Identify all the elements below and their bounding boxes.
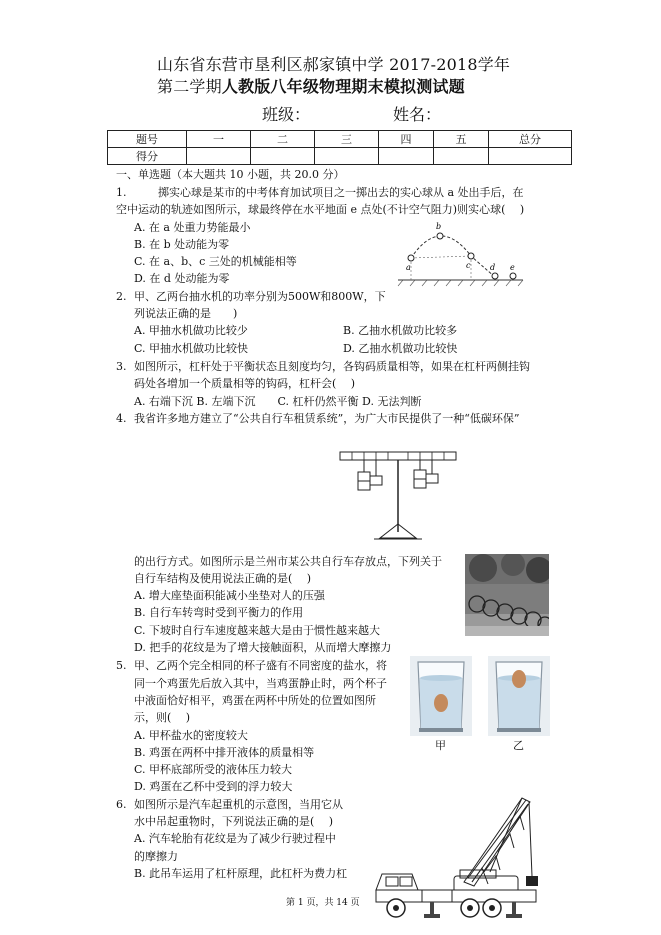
q6-number: 6. (116, 798, 127, 811)
q3-stem-1: 如图所示，杠杆处于平衡状态且刻度均匀，各钩码质量相等，如果在杠杆两侧挂钩 (134, 360, 530, 373)
ball-d-icon (492, 273, 498, 279)
score-table-row (108, 148, 572, 165)
q1-option-c: C. 在 a、b、c 三处的机械能相等 (134, 255, 297, 268)
weight-icon (358, 472, 370, 481)
name-label: 姓名： (393, 105, 442, 124)
score-table-header-row (108, 131, 572, 148)
weight-icon (414, 470, 426, 479)
q1-option-a: A. 在 a 处重力势能最小 (134, 221, 251, 234)
lever-figure (336, 446, 460, 544)
q4-stem-3: 自行车结构及使用说法正确的是( ) (134, 572, 312, 585)
q5-stem-2: 同一个鸡蛋先后放入其中，当鸡蛋静止时，两个杯子 (134, 677, 387, 690)
q4-stem-2: 的出行方式。如图所示是兰州市某公共自行车存放点，下列关于 (134, 555, 442, 568)
weight-icon (426, 474, 438, 483)
q1-number: 1. (116, 186, 127, 199)
weight-icon (414, 479, 426, 488)
q5-option-c: C. 甲杯底部所受的液体压力较大 (134, 763, 293, 776)
score-header-cell: 题号 (108, 131, 187, 148)
score-cell (187, 148, 251, 165)
cup-label-yi: 乙 (513, 739, 524, 752)
cup-label-jia: 甲 (435, 739, 446, 752)
score-row-label: 得分 (108, 148, 187, 165)
section-header: 一、单选题（本大题共 10 小题，共 20.0 分） (116, 168, 345, 181)
score-cell (489, 148, 572, 165)
q5-stem-1: 甲、乙两个完全相同的杯子盛有不同密度的盐水，将 (134, 659, 387, 672)
q2-stem-1: 甲、乙两台抽水机的功率分别为500W和800W，下 (134, 290, 386, 303)
bicycle-photo (465, 554, 549, 636)
score-header-cell: 一 (187, 131, 251, 148)
label-a: a (406, 263, 411, 272)
q5-option-b: B. 鸡蛋在两杯中排开液体的质量相等 (134, 746, 315, 759)
crane-figure (372, 790, 552, 924)
class-label: 班级： (262, 105, 311, 124)
q3-stem-2: 码处各增加一个质量相等的钩码，杠杆会( ) (134, 377, 356, 390)
title-term: 第二学期 (157, 77, 222, 96)
q2-number: 2. (116, 290, 127, 303)
q3-options: A. 右端下沉 B. 左端下沉 C. 杠杆仍然平衡 D. 无法判断 (134, 395, 422, 408)
q6-option-a-2: 的摩擦力 (134, 850, 178, 863)
cup-yi-figure (488, 656, 550, 736)
label-d: d (490, 263, 496, 272)
score-header-cell: 五 (434, 131, 489, 148)
q1-stem-2: 空中运动的轨迹如图所示，球最终停在水平地面 e 点处(不计空气阻力)则实心球( ) (116, 203, 525, 216)
ball-b-icon (437, 233, 443, 239)
label-c: c (466, 261, 471, 270)
q4-option-d: D. 把手的花纹是为了增大接触面积，从而增大摩擦力 (134, 641, 392, 654)
q2-option-d: D. 乙抽水机做功比较快 (343, 342, 458, 355)
q2-stem-2: 列说法正确的是 ) (134, 307, 238, 320)
q1-stem-1: 掷实心球是某市的中考体育加试项目之一掷出去的实心球从 a 处出手后，在 (158, 186, 524, 199)
ball-e-icon (510, 273, 516, 279)
ball-a-icon (408, 255, 414, 261)
q5-number: 5. (116, 659, 127, 672)
weight-icon (358, 481, 370, 490)
q1-option-d: D. 在 d 处动能为零 (134, 272, 230, 285)
q5-stem-4: 示，则( ) (134, 711, 191, 724)
egg-icon (512, 670, 526, 688)
q5-option-a: A. 甲杯盐水的密度较大 (134, 729, 248, 742)
cup-jia-figure (410, 656, 472, 736)
label-e: e (510, 263, 515, 272)
score-header-cell: 三 (315, 131, 379, 148)
score-cell (251, 148, 315, 165)
q5-option-d: D. 鸡蛋在乙杯中受到的浮力较大 (134, 780, 293, 793)
q5-stem-3: 中液面恰好相平，鸡蛋在两杯中所处的位置如图所 (134, 694, 376, 707)
q4-option-c: C. 下坡时自行车速度越来越大是由于惯性越来越大 (134, 624, 381, 637)
q6-option-a-1: A. 汽车轮胎有花纹是为了减少行驶过程中 (134, 832, 336, 845)
q4-option-b: B. 自行车转弯时受到平衡力的作用 (134, 606, 304, 619)
title-line-2 (157, 74, 465, 97)
q1-option-b: B. 在 b 处动能为零 (134, 238, 230, 251)
q2-option-c: C. 甲抽水机做功比较快 (134, 342, 249, 355)
q6-option-b: B. 此吊车运用了杠杆原理，此杠杆为费力杠 (134, 867, 348, 880)
score-cell (434, 148, 489, 165)
score-header-cell: 四 (379, 131, 434, 148)
q2-option-b: B. 乙抽水机做功比较多 (343, 324, 458, 337)
q2-option-a: A. 甲抽水机做功比较少 (134, 324, 248, 337)
q6-stem-1: 如图所示是汽车起重机的示意图，当用它从 (134, 798, 343, 811)
trajectory-figure (395, 220, 525, 288)
q3-number: 3. (116, 360, 127, 373)
egg-icon (434, 694, 448, 712)
label-b: b (436, 222, 442, 231)
score-table (107, 130, 572, 165)
score-header-cell: 总分 (489, 131, 572, 148)
q4-stem-1: 我省许多地方建立了“公共自行车租赁系统”，为广大市民提供了一种“低碳环保” (134, 412, 520, 425)
q4-option-a: A. 增大座垫面积能减小坐垫对人的压强 (134, 589, 325, 602)
score-header-cell: 二 (251, 131, 315, 148)
q4-number: 4. (116, 412, 127, 425)
score-cell (315, 148, 379, 165)
load-icon (526, 876, 538, 886)
title-line-1: 山东省东营市垦利区郝家镇中学 2017-2018学年 (157, 55, 511, 74)
page-footer: 第 1 页，共 14 页 (286, 898, 360, 908)
title-subject: 人教版八年级物理期末模拟测试题 (221, 77, 465, 96)
weight-icon (370, 476, 382, 485)
q6-stem-2: 水中吊起重物时，下列说法正确的是( ) (134, 815, 334, 828)
score-cell (379, 148, 434, 165)
ball-c-icon (468, 253, 474, 259)
